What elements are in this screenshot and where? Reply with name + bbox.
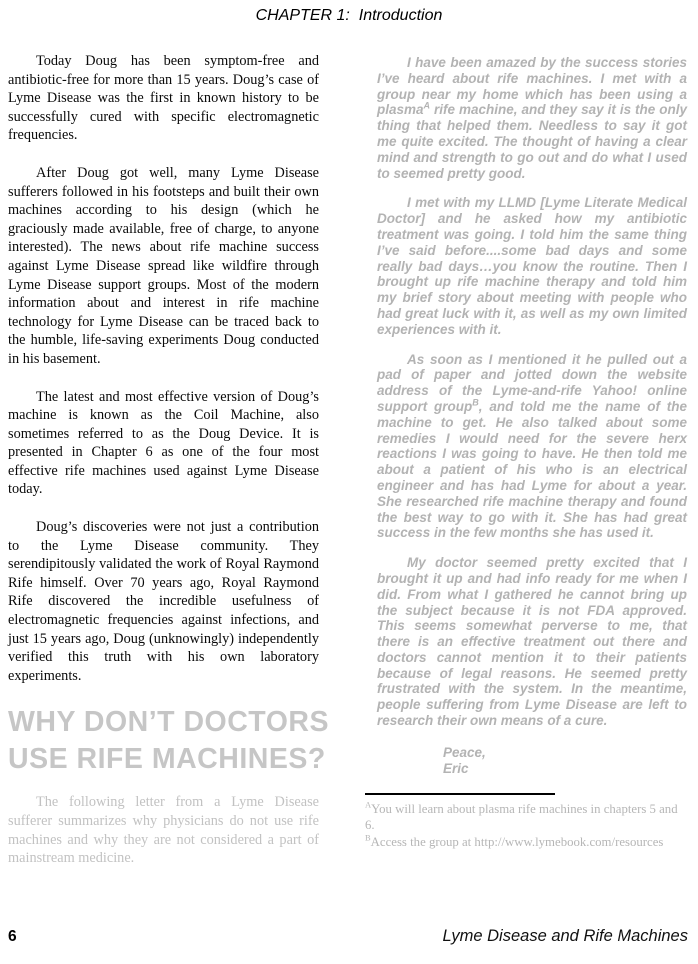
footnote-b-marker: B [365, 833, 371, 844]
signature-closing: Peace, [443, 744, 486, 760]
section-heading [8, 704, 329, 778]
letter-paragraph: I met with my LLMD [Lyme Literate Medical Doctor] and he asked how my antibiotic treatment was going. I told him the same thing I’ve said before....some bad days and some really bad days…you know the routine. Then I brought up rife machine therapy and told him my brief story about meeting with people who had great luck with it, as well as my own limited experiences with it. [377, 195, 687, 337]
body-paragraph: The latest and most effective version of Doug’s machine is known as the Coil Machine, also sometimes referred to as the Doug Device. It is presented in Chapter 6 as one of the four most effective rife machines used against Lyme Disease today. [8, 388, 319, 498]
body-paragraph: Today Doug has been symptom-free and antibiotic-free for more than 15 years. Doug’s case of Lyme Disease was the first in known history to be successfully cured with specific electromagnetic frequencies. [8, 53, 319, 144]
section-heading-line1: WHY DON’T DOCTORS [8, 706, 329, 739]
page-number: 6 [8, 928, 17, 945]
footnote-a-marker: A [365, 800, 372, 811]
letter-p3-text: As soon as I mentioned it he pulled out a pad of paper and jotted down the website address of the Lyme-and-rife Yahoo! online support group [377, 351, 687, 414]
letter-intro-paragraph: The following letter from a Lyme Disease sufferer summarizes why physicians do not use rife machines and why they are not considered a part of mainstream medicine. [8, 794, 319, 867]
letter-paragraph: My doctor seemed pretty excited that I brought it up and had info ready for me when I did. From what I gathered he cannot bring up the subject because it is not FDA approved. This seems somewhat perverse to me, that there is an effective treatment out there and doctors cannot mention it to their patients because of legal reasons. He seemed pretty frustrated with the system. In the meantime, people suffering from Lyme Disease are left to research their own means of a cure. [377, 555, 687, 729]
left-column [8, 52, 329, 868]
chapter-header: CHAPTER 1: Introduction [255, 7, 443, 24]
footnote-a [365, 802, 687, 833]
body-paragraph: Doug’s discoveries were not just a contribution to the Lyme Disease community. They serendipitously validated the work of Royal Raymond Rife himself. Over 70 years ago, Royal Raymond Rife discovered the incredible usefulness of electromagnetic frequencies against infections, and just 15 years ago, Doug (unknowingly) independently verified this truth with his own laboratory experiments. [8, 519, 319, 684]
footnote-separator [365, 793, 555, 795]
footnote-b-text: Access the group at http://www.lymebook.com/resources [370, 835, 664, 850]
signature-name: Eric [443, 760, 469, 776]
letter-paragraph [377, 55, 687, 181]
footnote-ref-b: B [472, 397, 479, 408]
right-column-letter [365, 55, 687, 853]
section-heading-line2: USE RIFE MACHINES? [8, 743, 326, 776]
footnote-a-text: You will learn about plasma rife machines in chapters 5 and 6. [365, 802, 678, 832]
letter-p1-text-cont: rife machine, and they say it is the only thing that helped them. Needless to say it got me quite excited. The thought of having a clear mind and strength to go out and do what I used to seemed pretty good. [377, 102, 687, 181]
footnote-b [365, 835, 687, 851]
letter-p1-text: I have been amazed by the success stories I’ve heard about rife machines. I met with a group near my home which has been using a plasma [377, 55, 687, 118]
letter-paragraph [377, 352, 687, 542]
body-paragraph: After Doug got well, many Lyme Disease sufferers followed in his footsteps and built their own machines according to his design (which he graciously made available, free of charge, to anyone interested). The news about rife machine success against Lyme Disease spread like wildfire through Lyme Disease support groups. Most of the modern information about and interest in rife machine technology for Lyme Disease can be traced back to the humble, life-saving experiments Doug conducted in his basement. [8, 164, 319, 367]
letter-p3-text-cont: , and told me the name of the machine to get. He also talked about some remedies I would need for the severe herx reactions I was going to have. He then told me about a patient of his who is an electrical engineer and has had Lyme for about a year. She researched rife machine therapy and found the best way to go with it. She has had great success in the few months she has used it. [377, 398, 687, 541]
book-title: Lyme Disease and Rife Machines [442, 927, 688, 945]
footnote-ref-a: A [423, 100, 431, 111]
letter-signature [443, 745, 687, 777]
